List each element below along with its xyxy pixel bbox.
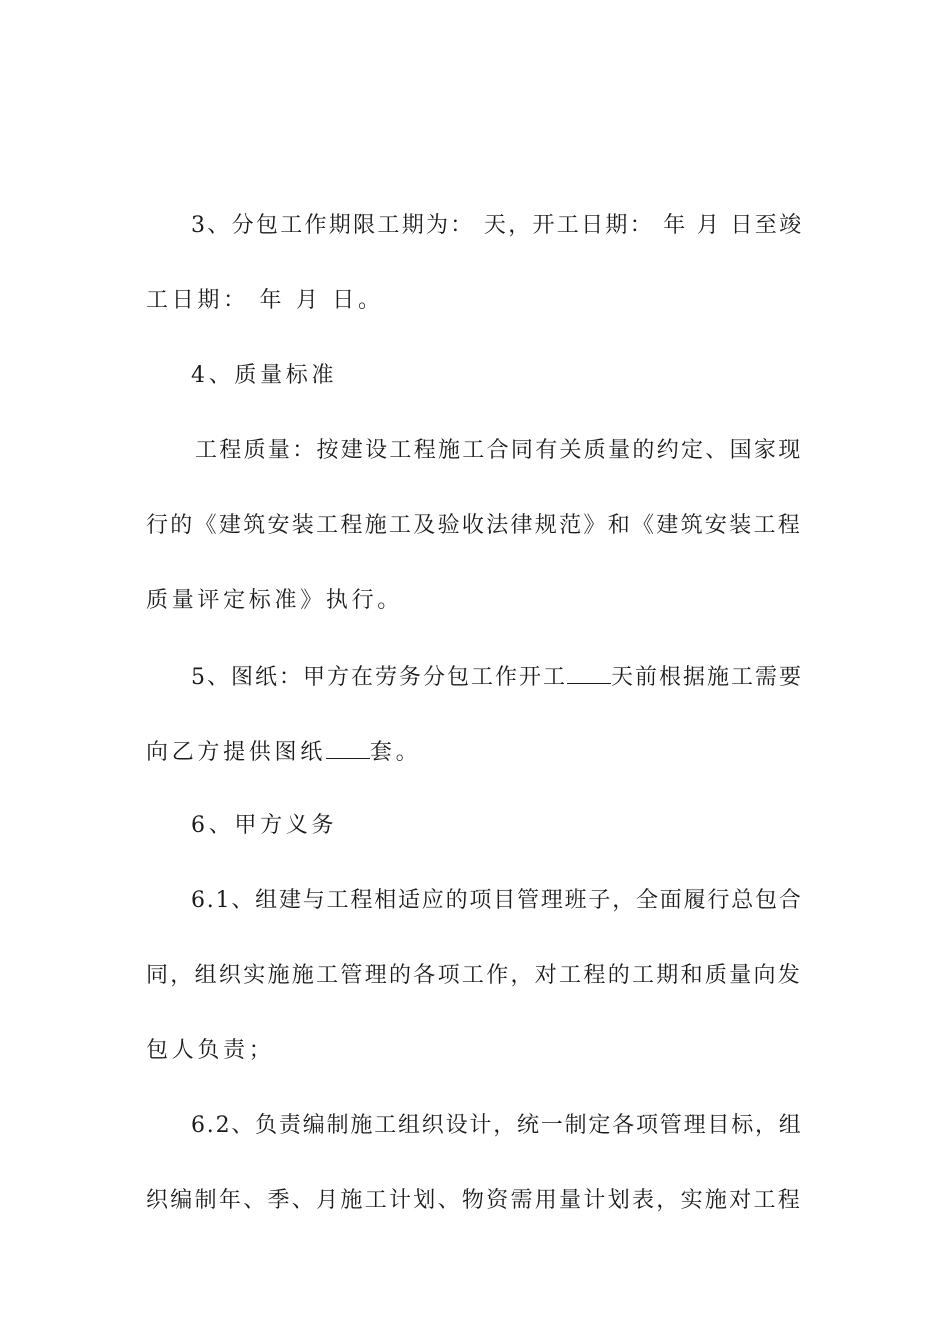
paragraph-line: 同，组织实施施工管理的各项工作，对工程的工期和质量向发 (146, 963, 803, 988)
fill-in-blank (326, 736, 370, 759)
paragraph-line: 工程质量：按建设工程施工合同有关质量的约定、国家现 (195, 438, 803, 463)
paragraph-line (191, 661, 803, 693)
paragraph-line: 质量评定标准》执行。 (146, 588, 404, 613)
paragraph-line: 包人负责； (146, 1038, 275, 1063)
paragraph-line: 行的《建筑安装工程施工及验收法律规范》和《建筑安装工程 (146, 513, 803, 538)
text-segment: 5、图纸：甲方在劳务分包工作开工 (191, 665, 567, 690)
paragraph-line: 3、分包工作期限工期为： 天，开工日期： 年 月 日至竣 (191, 213, 804, 238)
paragraph-line: 工日期： 年 月 日。 (146, 288, 384, 313)
paragraph-line: 6.2、负责编制施工组织设计，统一制定各项管理目标，组 (191, 1113, 803, 1138)
text-segment: 天前根据施工需要 (611, 665, 804, 690)
section-heading: 6、甲方义务 (191, 813, 338, 838)
section-heading: 4、质量标准 (191, 363, 338, 388)
text-segment: 套。 (369, 740, 422, 765)
paragraph-line: 6.1、组建与工程相适应的项目管理班子，全面履行总包合 (191, 888, 803, 913)
paragraph-line: 织编制年、季、月施工计划、物资需用量计划表，实施对工程 (146, 1188, 803, 1213)
paragraph-line (146, 736, 421, 768)
fill-in-blank (567, 661, 611, 684)
text-segment: 向乙方提供图纸 (146, 740, 326, 765)
